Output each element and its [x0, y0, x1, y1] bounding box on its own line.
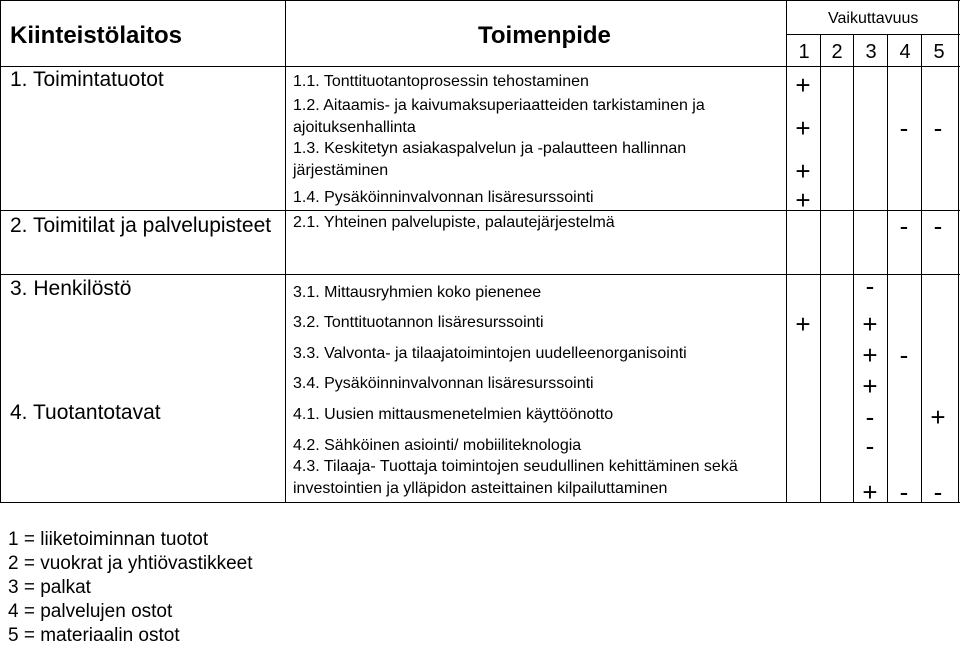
impact-mark-7-col-3: +	[862, 309, 878, 339]
impact-mark-4-col-1: +	[795, 185, 811, 215]
impact-col-3: 3	[865, 41, 877, 63]
action-2-1: 2.1. Yhteinen palvelupiste, palautejärjestelmä	[293, 214, 615, 231]
table-border-right	[958, 0, 959, 503]
column-separator-n12	[820, 34, 821, 503]
legend-item-5: 5 = materiaalin ostot	[8, 625, 180, 646]
impact-subheader-separator	[786, 34, 960, 35]
header-separator	[0, 66, 960, 67]
row-separator-cat2	[0, 274, 960, 275]
category-personnel: 3. Henkilöstö	[10, 277, 132, 300]
impact-mark-5-col-5: -	[933, 211, 943, 241]
impact-mark-12-col-3: +	[862, 477, 878, 507]
impact-col-4: 4	[899, 41, 911, 63]
action-4-1: 4.1. Uusien mittausmenetelmien käyttöönotto	[293, 406, 614, 423]
impact-mark-9-col-3: +	[862, 371, 878, 401]
impact-mark-3-col-1: +	[795, 156, 811, 186]
impact-mark-2-col-4: -	[899, 113, 909, 143]
legend-item-2: 2 = vuokrat ja yhtiövastikkeet	[8, 553, 253, 574]
table-border-top	[0, 0, 960, 1]
impact-mark-7-col-1: +	[795, 309, 811, 339]
impact-mark-6-col-3: -	[865, 271, 875, 301]
header-measure: Toimenpide	[478, 22, 611, 49]
impact-mark-2-col-5: -	[933, 113, 943, 143]
action-4-3: 4.3. Tilaaja- Tuottaja toimintojen seudullinen kehittäminen sekä investointien ja ylläpidon asteittainen kilpailuttaminen	[293, 458, 738, 497]
impact-mark-8-col-4: -	[899, 340, 909, 370]
impact-col-2: 2	[831, 41, 843, 63]
action-3-4: 3.4. Pysäköinninvalvonnan lisäresurssointi	[293, 375, 594, 392]
action-3-1: 3.1. Mittausryhmien koko pienenee	[293, 284, 542, 301]
action-3-2: 3.2. Tonttituotannon lisäresurssointi	[293, 314, 544, 331]
category-production-methods: 4. Tuotantotavat	[10, 401, 161, 424]
action-1-4: 1.4. Pysäköinninvalvonnan lisäresurssointi	[293, 189, 594, 206]
action-1-3: 1.3. Keskitetyn asiakaspalvelun ja -palautteen hallinnan järjestäminen	[293, 140, 687, 179]
legend-item-3: 3 = palkat	[8, 577, 91, 598]
impact-mark-10-col-3: -	[865, 402, 875, 432]
impact-mark-1-col-1: +	[795, 70, 811, 100]
impact-col-1: 1	[798, 41, 810, 63]
impact-mark-10-col-5: +	[930, 402, 946, 432]
legend-item-4: 4 = palvelujen ostot	[8, 601, 173, 622]
impact-mark-5-col-4: -	[899, 211, 909, 241]
impact-col-5: 5	[933, 41, 945, 63]
category-premises-service-points: 2. Toimitilat ja palvelupisteet	[10, 214, 272, 237]
column-separator-1	[285, 0, 286, 503]
legend-item-1: 1 = liiketoiminnan tuotot	[8, 529, 209, 550]
impact-mark-8-col-3: +	[862, 340, 878, 370]
table-border-bottom	[0, 502, 960, 503]
action-1-1: 1.1. Tonttituotantoprosessin tehostaminen	[293, 73, 589, 90]
header-impact: Vaikuttavuus	[828, 10, 919, 27]
column-separator-n45	[921, 34, 922, 503]
header-property-department: Kiinteistölaitos	[10, 22, 183, 49]
table-border-left	[0, 0, 1, 503]
action-4-2: 4.2. Sähköinen asiointi/ mobiiliteknologia	[293, 437, 582, 454]
impact-mark-12-col-4: -	[899, 477, 909, 507]
impact-mark-12-col-5: -	[933, 477, 943, 507]
column-separator-n34	[887, 34, 888, 503]
action-3-3: 3.3. Valvonta- ja tilaajatoimintojen uudelleenorganisointi	[293, 345, 687, 362]
impact-mark-11-col-3: -	[865, 431, 875, 461]
impact-mark-2-col-1: +	[795, 113, 811, 143]
category-operating-income: 1. Toimintatuotot	[10, 68, 164, 91]
action-1-2: 1.2. Aitaamis- ja kaivumaksuperiaatteiden tarkistaminen ja ajoituksenhallinta	[293, 97, 705, 136]
